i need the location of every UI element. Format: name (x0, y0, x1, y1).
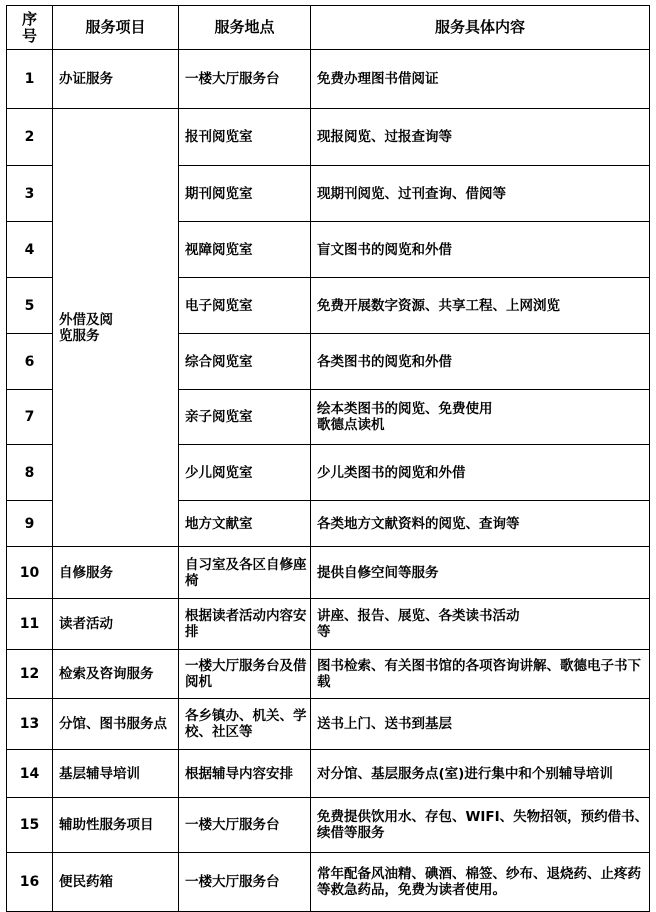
row-place: 一楼大厅服务台及借阅机 (179, 650, 311, 699)
row-no: 9 (7, 501, 53, 547)
row-no: 16 (7, 853, 53, 912)
row-place: 各乡镇办、机关、学校、社区等 (179, 699, 311, 750)
row-no: 7 (7, 390, 53, 445)
table-row (7, 547, 650, 599)
row-no: 2 (7, 109, 53, 166)
row-place: 亲子阅览室 (179, 390, 311, 445)
row-content: 免费开展数字资源、共享工程、上网浏览 (311, 278, 650, 334)
header-item: 服务项目 (53, 6, 179, 50)
header-content: 服务具体内容 (311, 6, 650, 50)
row-item: 便民药箱 (53, 853, 179, 912)
row-item: 检索及咨询服务 (53, 650, 179, 699)
row-content: 各类地方文献资料的阅览、查询等 (311, 501, 650, 547)
row-content: 现期刊阅览、过刊查询、借阅等 (311, 166, 650, 222)
row-no: 5 (7, 278, 53, 334)
table-row (7, 853, 650, 912)
row-place: 报刊阅览室 (179, 109, 311, 166)
row-content: 盲文图书的阅览和外借 (311, 222, 650, 278)
row-no: 6 (7, 334, 53, 390)
row-place: 期刊阅览室 (179, 166, 311, 222)
row-item: 读者活动 (53, 599, 179, 650)
row-content: 常年配备风油精、碘酒、棉签、纱布、退烧药、止疼药等救急药品，免费为读者使用。 (311, 853, 650, 912)
row-place: 根据读者活动内容安排 (179, 599, 311, 650)
table-row (7, 750, 650, 798)
row-no: 10 (7, 547, 53, 599)
row-place: 视障阅览室 (179, 222, 311, 278)
header-no: 序号 (7, 6, 53, 50)
row-content: 免费办理图书借阅证 (311, 50, 650, 109)
row-content: 绘本类图书的阅览、免费使用歌德点读机 (311, 390, 650, 445)
row-no: 3 (7, 166, 53, 222)
row-place: 根据辅导内容安排 (179, 750, 311, 798)
row-place: 一楼大厅服务台 (179, 798, 311, 853)
row-item: 外借及阅览服务 (53, 109, 179, 547)
row-item: 分馆、图书服务点 (53, 699, 179, 750)
header-place: 服务地点 (179, 6, 311, 50)
row-content: 对分馆、基层服务点(室)进行集中和个别辅导培训 (311, 750, 650, 798)
row-content: 图书检索、有关图书馆的各项咨询讲解、歌德电子书下载 (311, 650, 650, 699)
row-place: 自习室及各区自修座椅 (179, 547, 311, 599)
row-item: 办证服务 (53, 50, 179, 109)
table-row (7, 50, 650, 109)
row-place: 一楼大厅服务台 (179, 853, 311, 912)
row-place: 地方文献室 (179, 501, 311, 547)
row-content: 送书上门、送书到基层 (311, 699, 650, 750)
table-row (7, 599, 650, 650)
row-content: 免费提供饮用水、存包、WIFI、失物招领，预约借书、续借等服务 (311, 798, 650, 853)
row-place: 一楼大厅服务台 (179, 50, 311, 109)
row-item: 辅助性服务项目 (53, 798, 179, 853)
table-header-row (7, 6, 650, 50)
row-content: 各类图书的阅览和外借 (311, 334, 650, 390)
row-no: 13 (7, 699, 53, 750)
row-no: 4 (7, 222, 53, 278)
row-content: 少儿类图书的阅览和外借 (311, 445, 650, 501)
row-place: 电子阅览室 (179, 278, 311, 334)
row-content: 讲座、报告、展览、各类读书活动等 (311, 599, 650, 650)
row-item: 自修服务 (53, 547, 179, 599)
row-item: 基层辅导培训 (53, 750, 179, 798)
row-no: 1 (7, 50, 53, 109)
table-row (7, 798, 650, 853)
row-no: 14 (7, 750, 53, 798)
table-row (7, 109, 650, 166)
row-no: 12 (7, 650, 53, 699)
row-no: 15 (7, 798, 53, 853)
table-row (7, 650, 650, 699)
services-table (6, 5, 650, 912)
row-content: 现报阅览、过报查询等 (311, 109, 650, 166)
row-no: 8 (7, 445, 53, 501)
row-place: 综合阅览室 (179, 334, 311, 390)
row-no: 11 (7, 599, 53, 650)
table-row (7, 699, 650, 750)
row-content: 提供自修空间等服务 (311, 547, 650, 599)
row-place: 少儿阅览室 (179, 445, 311, 501)
